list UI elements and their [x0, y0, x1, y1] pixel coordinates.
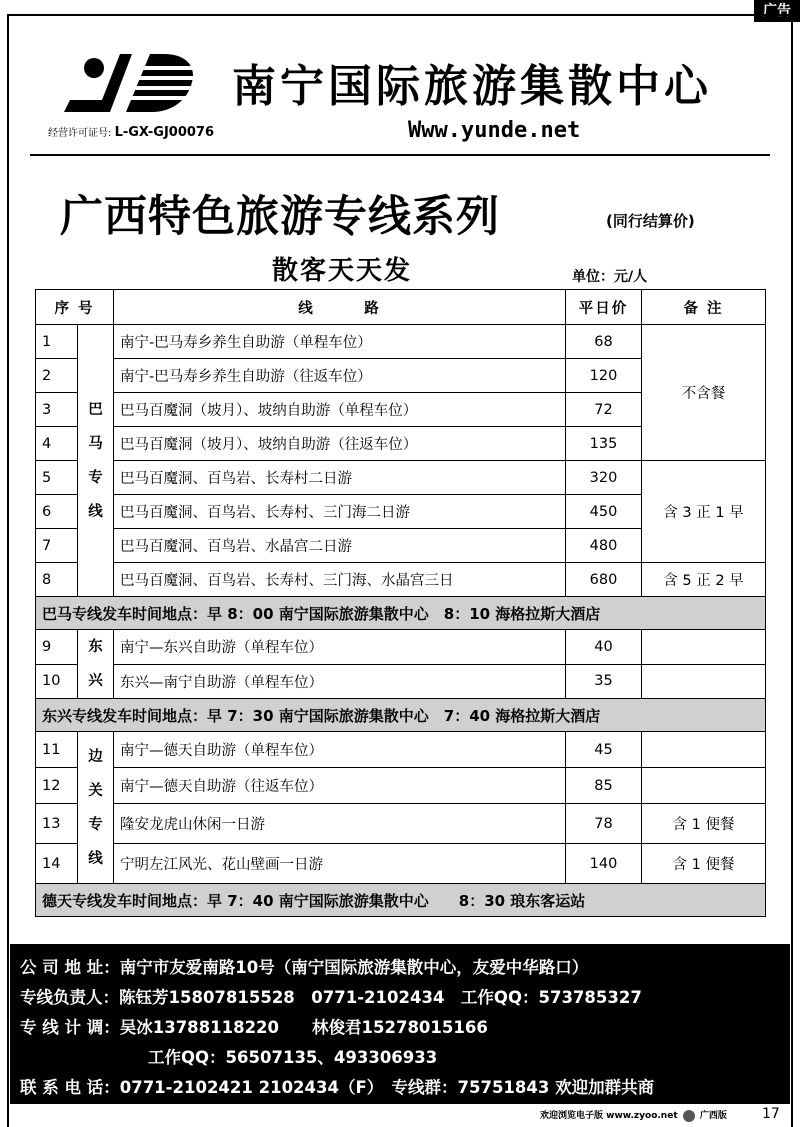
row-note: 含 1 便餐: [642, 844, 766, 884]
row-price: 85: [566, 768, 642, 804]
row-note: [642, 768, 766, 804]
header-divider: [30, 154, 770, 156]
category-char: 线: [88, 503, 103, 520]
contact-footer: [10, 944, 790, 1104]
table-row: [36, 630, 766, 665]
row-no: 13: [36, 804, 78, 844]
ad-label: 广告: [754, 0, 800, 22]
row-no: 8: [36, 563, 78, 597]
row-price: 480: [566, 529, 642, 563]
row-price: 40: [566, 630, 642, 665]
license-label: 经营许可证号:: [48, 128, 112, 139]
row-note: 不含餐: [642, 325, 766, 461]
category-border: [78, 732, 114, 884]
schedule-text: 德天专线发车时间地点：早 7：40 南宁国际旅游集散中心 8：30 琅东客运站: [36, 884, 766, 917]
row-route: 巴马百魔洞、百鸟岩、长寿村二日游: [114, 461, 566, 495]
daily-departure-title: 散客天天发: [272, 256, 413, 286]
row-no: 11: [36, 732, 78, 768]
contact-phone: 联 系 电 话：0771-2102421 2102434（F） 专线群：75751843 欢迎加群共商: [20, 1078, 655, 1097]
bottom-website[interactable]: 欢迎浏览电子版 www.zyoo.net: [540, 1111, 678, 1121]
company-logo-icon: [60, 46, 200, 120]
row-route: 东兴—南宁自助游（单程车位）: [114, 664, 566, 699]
schedule-row-bama: [36, 597, 766, 630]
row-no: 1: [36, 325, 78, 359]
table-row: [36, 732, 766, 768]
category-char: 巴: [88, 401, 103, 418]
license-value: L-GX-GJ00076: [114, 125, 215, 140]
row-note: [642, 630, 766, 665]
table-row: [36, 804, 766, 844]
main-title: 广西特色旅游专线系列: [60, 192, 500, 242]
row-note: 含 5 正 2 早: [642, 563, 766, 597]
row-price: 45: [566, 732, 642, 768]
row-route: 巴马百魔洞（坡月）、坡纳自助游（单程车位）: [114, 393, 566, 427]
row-price: 450: [566, 495, 642, 529]
table-row: [36, 325, 766, 359]
row-route: 巴马百魔洞、百鸟岩、长寿村、三门海二日游: [114, 495, 566, 529]
page-number: 17: [762, 1106, 780, 1122]
route-price-table: [35, 289, 766, 917]
row-price: 140: [566, 844, 642, 884]
col-header-no: 序 号: [36, 290, 114, 325]
row-route: 巴马百魔洞（坡月）、坡纳自助游（往返车位）: [114, 427, 566, 461]
category-char: 关: [88, 782, 103, 799]
table-row: [36, 768, 766, 804]
category-char: 线: [88, 850, 103, 867]
line-dispatcher: 专 线 计 调：吴冰13788118220 林俊君15278015166: [20, 1018, 488, 1037]
row-note: [642, 664, 766, 699]
bottom-credit: [540, 1108, 727, 1122]
row-price: 68: [566, 325, 642, 359]
schedule-row-dongxing: [36, 699, 766, 732]
row-price: 120: [566, 359, 642, 393]
row-no: 6: [36, 495, 78, 529]
col-header-route: 线 路: [114, 290, 566, 325]
row-route: 南宁—德天自助游（往返车位）: [114, 768, 566, 804]
row-no: 4: [36, 427, 78, 461]
edition-logo-icon: [683, 1110, 695, 1122]
row-no: 14: [36, 844, 78, 884]
category-dongxing: [78, 630, 114, 699]
work-qq: 工作QQ：56507135、493306933: [148, 1048, 438, 1067]
row-price: 135: [566, 427, 642, 461]
company-name: 南宁国际旅游集散中心: [232, 61, 712, 112]
category-char: 专: [88, 816, 103, 833]
edition-name: 广西版: [699, 1111, 727, 1121]
table-row: [36, 664, 766, 699]
row-price: 680: [566, 563, 642, 597]
schedule-text: 巴马专线发车时间地点：早 8：00 南宁国际旅游集散中心 8：10 海格拉斯大酒店: [36, 597, 766, 630]
row-no: 7: [36, 529, 78, 563]
row-route: 南宁—德天自助游（单程车位）: [114, 732, 566, 768]
line-manager: 专线负责人：陈钰芳15807815528 0771-2102434 工作QQ：573785327: [20, 988, 642, 1007]
schedule-text: 东兴专线发车时间地点：早 7：30 南宁国际旅游集散中心 7：40 海格拉斯大酒店: [36, 699, 766, 732]
row-price: 35: [566, 664, 642, 699]
row-no: 2: [36, 359, 78, 393]
license-number: [48, 124, 214, 140]
category-char: 边: [88, 748, 103, 765]
row-route: 南宁-巴马寿乡养生自助游（往返车位）: [114, 359, 566, 393]
table-row: [36, 563, 766, 597]
row-note: [642, 732, 766, 768]
row-route: 巴马百魔洞、百鸟岩、水晶宫二日游: [114, 529, 566, 563]
table-row: [36, 461, 766, 495]
category-char: 兴: [88, 673, 103, 689]
row-note: 含 1 便餐: [642, 804, 766, 844]
category-char: 马: [88, 435, 103, 452]
website-url[interactable]: Www.yunde.net: [408, 118, 581, 143]
col-header-note: 备 注: [642, 290, 766, 325]
settlement-note: (同行结算价): [606, 212, 695, 230]
price-unit: 单位：元/人: [572, 269, 648, 285]
category-bama: [78, 325, 114, 597]
table-header-row: [36, 290, 766, 325]
row-route: 南宁-巴马寿乡养生自助游（单程车位）: [114, 325, 566, 359]
row-no: 3: [36, 393, 78, 427]
row-no: 12: [36, 768, 78, 804]
col-header-price: 平日价: [566, 290, 642, 325]
company-address: 公 司 地 址：南宁市友爱南路10号（南宁国际旅游集散中心，友爱中华路口）: [20, 958, 589, 977]
row-note: 含 3 正 1 早: [642, 461, 766, 563]
schedule-row-detian: [36, 884, 766, 917]
row-no: 5: [36, 461, 78, 495]
row-no: 10: [36, 664, 78, 699]
table-row: [36, 844, 766, 884]
row-price: 72: [566, 393, 642, 427]
row-route: 隆安龙虎山休闲一日游: [114, 804, 566, 844]
row-price: 78: [566, 804, 642, 844]
row-no: 9: [36, 630, 78, 665]
category-char: 专: [88, 469, 103, 486]
row-price: 320: [566, 461, 642, 495]
category-char: 东: [88, 639, 103, 655]
row-route: 宁明左江风光、花山壁画一日游: [114, 844, 566, 884]
row-route: 南宁—东兴自助游（单程车位）: [114, 630, 566, 665]
row-route: 巴马百魔洞、百鸟岩、长寿村、三门海、水晶宫三日: [114, 563, 566, 597]
